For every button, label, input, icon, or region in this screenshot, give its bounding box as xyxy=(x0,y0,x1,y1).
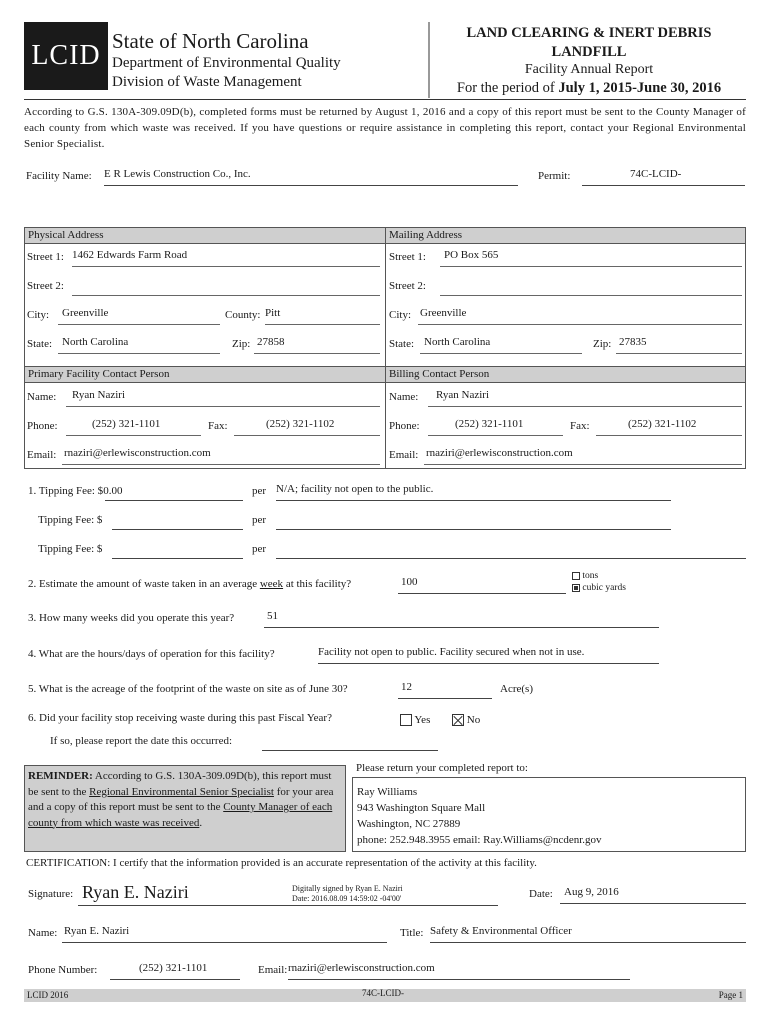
mail-street1-field[interactable] xyxy=(440,249,742,267)
permit-field[interactable] xyxy=(582,168,745,186)
phys-state-value: North Carolina xyxy=(62,336,129,348)
signature-value: Ryan E. Naziri xyxy=(82,882,189,902)
q4-field[interactable] xyxy=(318,646,659,664)
q5-label: 5. What is the acreage of the footprint of the waste on site as of June 30? xyxy=(28,683,348,695)
billing-name-label: Name: xyxy=(389,391,419,403)
primary-email-label: Email: xyxy=(27,449,57,461)
primary-phone-label: Phone: xyxy=(27,420,58,432)
period-dates: July 1, 2015-June 30, 2016 xyxy=(558,80,722,96)
q2-label xyxy=(28,578,351,590)
q1-per-label: per xyxy=(252,485,267,497)
header-rule xyxy=(24,99,746,100)
cert-phone-value: (252) 321-1101 xyxy=(139,962,208,974)
digital-sig-line1: Digitally signed by Ryan E. Naziri xyxy=(292,884,403,893)
return-title: Please return your completed report to: xyxy=(356,762,528,774)
primary-fax-value: (252) 321-1102 xyxy=(266,418,335,430)
phys-city-value: Greenville xyxy=(62,307,109,319)
cert-email-value: rnaziri@erlewisconstruction.com xyxy=(288,962,435,974)
footer-left: LCID 2016 xyxy=(27,990,69,1000)
phys-city-field[interactable] xyxy=(58,307,220,325)
state-title: State of North Carolina xyxy=(112,29,309,53)
q5-value: 12 xyxy=(401,681,412,693)
billing-email-value: rnaziri@erlewisconstruction.com xyxy=(426,447,573,459)
q5-field[interactable] xyxy=(398,681,492,699)
reminder-text-a: According to G.S. 130A-309.09D(b), this report must be sent to the xyxy=(28,770,332,798)
phys-street2-field[interactable] xyxy=(72,278,380,296)
tip2-label: Tipping Fee: $ xyxy=(38,514,103,526)
reminder-county-link: County Manager of each county from which waste was received xyxy=(28,801,333,829)
q2-value: 100 xyxy=(401,576,418,588)
mailing-address-header: Mailing Address xyxy=(385,227,746,244)
phys-street2-label: Street 2: xyxy=(27,280,64,292)
reminder-text-c: . xyxy=(199,816,203,829)
phys-zip-label: Zip: xyxy=(232,338,251,350)
signature-label: Signature: xyxy=(28,888,74,900)
mail-zip-label: Zip: xyxy=(593,338,612,350)
q6-yes-checkbox[interactable] xyxy=(400,714,412,726)
mail-state-label: State: xyxy=(389,338,415,350)
tip3-per-field[interactable] xyxy=(276,541,746,559)
return-street: 943 Washington Square Mall xyxy=(357,802,486,814)
cert-name-value: Ryan E. Naziri xyxy=(64,925,130,937)
return-city: Washington, NC 27889 xyxy=(357,818,461,830)
return-name: Ray Williams xyxy=(357,786,418,798)
facility-name-field[interactable] xyxy=(104,168,518,186)
q2-label-a: 2. Estimate the amount of waste taken in an average xyxy=(28,578,260,590)
date-label: Date: xyxy=(529,888,553,900)
q6-sub-label: If so, please report the date this occurred: xyxy=(50,735,233,747)
phys-city-label: City: xyxy=(27,309,50,321)
cert-email-field[interactable] xyxy=(288,962,630,980)
form-title-line1: LAND CLEARING & INERT DEBRIS xyxy=(466,25,712,41)
mail-state-value: North Carolina xyxy=(424,336,491,348)
q6-label: 6. Did your facility stop receiving waste during this past Fiscal Year? xyxy=(28,712,332,724)
q6-yes-label: Yes xyxy=(414,714,431,726)
tip2-per-label: per xyxy=(252,514,267,526)
q5-unit: Acre(s) xyxy=(500,683,533,695)
digital-sig-line2: Date: 2016.08.09 14:59:02 -04'00' xyxy=(292,894,402,903)
cert-title-value: Safety & Environmental Officer xyxy=(430,925,572,937)
q4-label: 4. What are the hours/days of operation for this facility? xyxy=(28,648,275,660)
q2-label-week: week xyxy=(259,578,284,590)
q6-no-label: No xyxy=(466,714,481,726)
mail-zip-value: 27835 xyxy=(619,336,647,348)
intro-text: According to G.S. 130A-309.09D(b), completed forms must be returned by August 1, 2016 and a copy of this report must be sent to the County Manager of each county from which waste was received. If you have questions or require assistance in completing this report, contact your Regional Environmental Senior Specialist. xyxy=(24,106,746,150)
primary-name-label: Name: xyxy=(27,391,57,403)
mail-street2-field[interactable] xyxy=(440,278,742,296)
q3-label: 3. How many weeks did you operate this year? xyxy=(28,612,235,624)
q2-field[interactable] xyxy=(398,576,566,594)
cert-name-field[interactable] xyxy=(62,925,387,943)
reminder-text-b: for your area and a copy of this report must be sent to the xyxy=(28,785,334,813)
tip3-per-label: per xyxy=(252,543,267,555)
report-period xyxy=(432,80,746,97)
q1-per-value: N/A; facility not open to the public. xyxy=(276,483,434,495)
report-type: Facility Annual Report xyxy=(524,62,654,77)
form-title-line2: LANDFILL xyxy=(551,44,627,60)
q1-label-text: 1. Tipping Fee: $ xyxy=(28,485,104,497)
mail-city-value: Greenville xyxy=(420,307,467,319)
primary-contact-header: Primary Facility Contact Person xyxy=(24,366,386,383)
q1-value: 0.00 xyxy=(103,485,123,497)
cubic-yards-checkbox[interactable] xyxy=(572,584,580,592)
q6-date-field[interactable] xyxy=(262,733,438,751)
tip2-per-field[interactable] xyxy=(276,512,671,530)
billing-phone-value: (252) 321-1101 xyxy=(455,418,524,430)
tons-checkbox[interactable] xyxy=(572,572,580,580)
q2-label-b: at this facility? xyxy=(283,578,352,590)
phys-zip-value: 27858 xyxy=(257,336,285,348)
primary-name-field[interactable] xyxy=(66,389,380,407)
phys-street1-label: Street 1: xyxy=(27,251,64,263)
facility-name-label: Facility Name: xyxy=(26,170,92,182)
header-divider xyxy=(428,22,430,98)
reminder-specialist-link: Regional Environmental Senior Specialist xyxy=(89,785,274,798)
primary-email-value: rnaziri@erlewisconstruction.com xyxy=(64,447,211,459)
q1-per-field[interactable] xyxy=(276,483,671,501)
mail-city-field[interactable] xyxy=(418,307,742,325)
primary-email-field[interactable] xyxy=(62,447,380,465)
phys-state-field[interactable] xyxy=(58,336,220,354)
tons-label: tons xyxy=(582,571,599,581)
q3-value: 51 xyxy=(267,610,278,622)
billing-name-value: Ryan Naziri xyxy=(436,389,490,401)
cert-title-field[interactable] xyxy=(430,925,746,943)
q6-yes-option[interactable] xyxy=(400,714,430,726)
table-divider xyxy=(385,227,386,469)
footer-center: 74C-LCID- xyxy=(362,988,404,998)
phys-street1-field[interactable] xyxy=(72,249,380,267)
return-contact: phone: 252.948.3955 email: Ray.Williams@ncdenr.gov xyxy=(357,834,602,846)
cert-phone-label: Phone Number: xyxy=(28,964,98,976)
permit-value: 74C-LCID- xyxy=(630,168,682,180)
primary-phone-value: (252) 321-1101 xyxy=(92,418,161,430)
phys-street1-value: 1462 Edwards Farm Road xyxy=(72,249,188,261)
cubic-yards-option[interactable] xyxy=(572,583,626,593)
q3-field[interactable] xyxy=(264,610,659,628)
footer-bar xyxy=(24,989,746,1002)
department: Department of Environmental Quality xyxy=(112,55,341,71)
footer-page: Page 1 xyxy=(718,990,743,1000)
tip3-fee-field[interactable] xyxy=(112,541,243,559)
phys-county-value: Pitt xyxy=(265,307,281,319)
reminder-box xyxy=(24,765,346,852)
billing-fax-field[interactable] xyxy=(596,418,742,436)
mail-state-field[interactable] xyxy=(420,336,582,354)
billing-email-field[interactable] xyxy=(424,447,742,465)
phys-zip-field[interactable] xyxy=(254,336,380,354)
q1-fee-field[interactable] xyxy=(105,483,243,501)
date-value: Aug 9, 2016 xyxy=(564,886,619,898)
physical-address-header: Physical Address xyxy=(24,227,386,244)
mail-city-label: City: xyxy=(389,309,412,321)
cert-email-label: Email: xyxy=(258,964,288,976)
cert-title-label: Title: xyxy=(400,927,424,939)
reminder-title: REMINDER: xyxy=(28,770,93,782)
phys-county-label: County: xyxy=(225,309,261,321)
q6-no-option[interactable] xyxy=(452,714,480,726)
division: Division of Waste Management xyxy=(112,74,302,90)
mail-street1-label: Street 1: xyxy=(389,251,426,263)
billing-phone-field[interactable] xyxy=(428,418,563,436)
date-field[interactable] xyxy=(560,886,746,904)
digital-signature-note xyxy=(292,884,403,904)
certification-text: CERTIFICATION: I certify that the information provided is an accurate representation of the activity at this facility. xyxy=(26,857,537,869)
lcid-logo: LCID xyxy=(24,22,108,90)
billing-phone-label: Phone: xyxy=(389,420,420,432)
cert-name-label: Name: xyxy=(28,927,58,939)
phys-county-field[interactable] xyxy=(265,307,380,325)
billing-contact-header: Billing Contact Person xyxy=(385,366,746,383)
form-title xyxy=(432,24,746,62)
tip3-label: Tipping Fee: $ xyxy=(38,543,103,555)
permit-label: Permit: xyxy=(538,170,571,182)
phys-state-label: State: xyxy=(27,338,53,350)
billing-email-label: Email: xyxy=(389,449,419,461)
primary-fax-label: Fax: xyxy=(208,420,228,432)
tip2-fee-field[interactable] xyxy=(112,512,243,530)
mail-zip-field[interactable] xyxy=(616,336,742,354)
return-address-box xyxy=(352,777,746,852)
billing-name-field[interactable] xyxy=(428,389,742,407)
tons-option[interactable] xyxy=(572,571,598,581)
mail-street2-label: Street 2: xyxy=(389,280,426,292)
billing-fax-label: Fax: xyxy=(570,420,590,432)
primary-name-value: Ryan Naziri xyxy=(72,389,126,401)
primary-phone-field[interactable] xyxy=(66,418,201,436)
cubic-yards-label: cubic yards xyxy=(582,583,626,593)
mail-street1-value: PO Box 565 xyxy=(444,249,499,261)
q6-no-checkbox[interactable] xyxy=(452,714,464,726)
billing-fax-value: (252) 321-1102 xyxy=(628,418,697,430)
primary-fax-field[interactable] xyxy=(234,418,380,436)
cert-phone-field[interactable] xyxy=(110,962,240,980)
period-prefix: For the period of xyxy=(456,80,559,96)
q4-value: Facility not open to public. Facility secured when not in use. xyxy=(318,646,585,658)
facility-name-value: E R Lewis Construction Co., Inc. xyxy=(104,168,251,180)
